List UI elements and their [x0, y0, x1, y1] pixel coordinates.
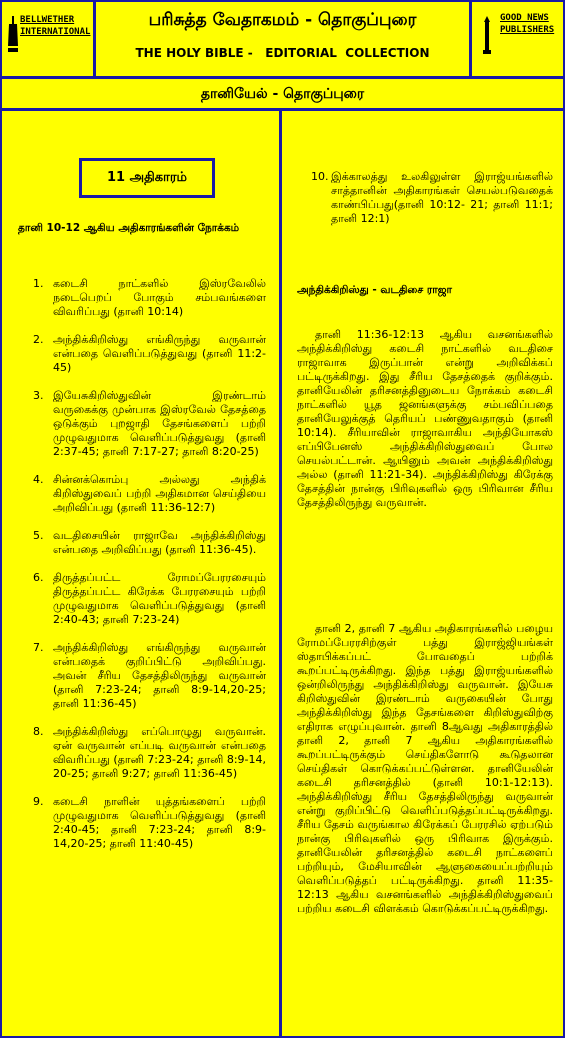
- item-number: 10.: [311, 170, 329, 183]
- list-item: [18, 795, 266, 851]
- item-text: சின்னக்கொம்பு அல்லது அந்திக் கிறிஸ்துவைப் பற்றி அதிகமான செய்தியை அறிவிப்பது (தானி 11:36-12:7): [53, 473, 266, 514]
- paragraph-2: தானி 2, தானி 7 ஆகிய அதிகாரங்களில் பழைய ரோமப்பேரரசிற்குள் பத்து இராஜ்ஜியங்கள் ஸ்தாபிக்கப்பட் போவதைப் பற்றிக் கூறப்பட்டிருக்கிறது. இந்த பத்து இராஜ்யங்களில் ஒன்றிலிருந்து அந்திக்கிறிஸ்து வருவான். இயேசு கிறிஸ்துவின் இரண்டாம் வருகையின் போது அந்திக்கிறிஸ்து இந்த தேசங்களை கிறிஸ்துவிற்கு எதிராக எழுப்புவான். தானி 8ஆவது அதிகாரத்தில் தானி 2, தானி 7 ஆகிய அதிகாரங்களில் கூறப்பட்டிருக்கும் செய்திகளோடு கூடுதலான செய்திகள் கொடுக்கப்பட்டுள்ளன. தானியேலின் கடைசி தரிசனத்தில் (தானி 10:1-12:13). அந்திக்கிறிஸ்து சீரிய தேசத்திலிருந்து வருவான் என்று குறிப்பிட்டு வெளிப்படுத்தப்பட்டிருக்கிறது. சீரிய தேசம் வருங்கால கிரேக்கப் பேரரசில் ஏற்படும் நான்கு பிரிவுகளில் ஒரு பிரிவாக இருக்கும். தானியேலின் தரிசனத்தில் கடைசி நாட்களைப் பற்றியும், மேசியாவின் ஆளுகையைப்பற்றியும் வெளிப்படுத்தப் பட்டிருக்கிறது. தானி 11:35-12:13 ஆகிய வசனங்களில் அந்திக்கிறிஸ்துவைப் பற்றிய கடைசி விளக்கம் கொடுக்கப்பட்டிருக்கிறது.: [297, 622, 553, 915]
- publisher-logo-right: [469, 2, 563, 76]
- logo-right-text: [500, 12, 554, 36]
- logo-left-line-1: BELLWETHER: [20, 15, 75, 25]
- list-item: [18, 473, 266, 515]
- item-text: அந்திக்கிறிஸ்து எப்பொழுது வருவான். ஏன் வருவான் எப்படி வருவான் என்பதை விவரிப்பது (தானி 7:23-24; தானி 8:9-14, 20-25; தானி 9:27; தானி 11:36-45): [53, 725, 266, 780]
- list-item: [18, 529, 266, 557]
- item-number: 1.: [33, 277, 44, 290]
- item-number: 5.: [33, 529, 44, 542]
- subtitle-divider: [2, 108, 563, 111]
- logo-right-line-2: PUBLISHERS: [500, 25, 555, 35]
- list-item: [18, 389, 266, 459]
- item-number: 6.: [33, 571, 44, 584]
- item-text: அந்திக்கிறிஸ்து எங்கிருந்து வருவான் என்பதை வெளிப்படுத்துவது (தானி 11:2-45): [53, 333, 266, 374]
- paragraph-1: தானி 11:36-12:13 ஆகிய வசனங்களில் அந்திக்கிறிஸ்து கடைசி நாட்களில் வடதிசை ராஜாவாக இருப்பான் என்று அறிவிக்கப் பட்டிருக்கிறது. இது சீரிய தேசத்தைக் குறிக்கும். தானியேலின் தரிசனத்தினுடைய நோக்கம் கடைசி நாட்களில் யூத ஜனங்களுக்கு சம்பவிப்பதை தானியேலுக்குத் தெரியப் பண்ணுவதாகும் (தானி 10:14). சீரியாவின் ராஜாவாகிய அந்தியோகஸ் எப்பிபேனஸ் அந்திக்கிறிஸ்துவைப் போல செயல்பட்டான். ஆயினும் அவன் அந்திக்கிறிஸ்து அல்ல (தானி 11:21-34). அந்திக்கிறிஸ்து கிரேக்கு தேசத்தின் நான்கு பிரிவுகளில் ஒரு பிரிவான சீரிய தேசத்திலிருந்து வருவான்.: [297, 328, 553, 509]
- item-text: அந்திக்கிறிஸ்து எங்கிருந்து வருவான் என்பதைக் குறிப்பிட்டு அறிவிப்பது. அவன் சீரிய தேசத்திலிருந்து வருவான் (தானி 7:23-24; தானி 8:9-14,20-25; தானி 11:36-45): [53, 641, 266, 710]
- item-text: கடைசி நாளின் யுத்தங்களைப் பற்றி முழுவதுமாக வெளிப்படுத்துவது (தானி 2:40-45; தானி 7:23-24; தானி 8:9-14,20-25; தானி 11:40-45): [53, 795, 266, 850]
- list-item: [18, 641, 266, 711]
- column-divider: [279, 111, 282, 1036]
- list-item: [18, 725, 266, 781]
- right-section-title: அந்திக்கிறிஸ்து - வடதிசை ராஜா: [297, 284, 452, 296]
- purpose-list: [18, 277, 266, 865]
- item-text: இயேசுகிறிஸ்துவின் இரண்டாம் வருகைக்கு முன்பாக இஸ்ரவேல் தேசத்தை ஒடுக்கும் புறஜாதி தேசங்களைப் பற்றி முழுவதுமாக வெளிப்படுத்துவது (தானி 2:37-45; தானி 7:17-27; தானி 8:20-25): [53, 389, 266, 458]
- logo-left-text: [20, 14, 90, 38]
- bell-icon: [8, 16, 18, 56]
- item-text: திருத்தப்பட்ட ரோமப்பேரரசையும் திருத்தப்பட்ட கிரேக்க பேரரசையும் பற்றி முழுவதுமாக வெளிப்படுத்துவது (தானி 2:40-43; தானி 7:23-24): [53, 571, 266, 626]
- item-number: 7.: [33, 641, 44, 654]
- header-divider: [2, 76, 563, 79]
- chapter-label: 11 அதிகாரம்: [79, 158, 215, 198]
- list-item: [18, 333, 266, 375]
- list-item: [297, 170, 553, 226]
- item-text: இக்காலத்து உலகிலுள்ள இராஜ்யங்களில் சாத்தானின் அதிகாரங்கள் செயல்படுவதைக் காண்பிப்பது(தானி 10:12- 21; தானி 11:1; தானி 12:1): [331, 170, 553, 225]
- title-english: THE HOLY BIBLE - EDITORIAL COLLECTION: [135, 46, 430, 60]
- item-text: கடைசி நாட்களில் இஸ்ரவேலில் நடைபெறப் போகும் சம்பவங்களை விவரிப்பது (தானி 10:14): [53, 277, 266, 318]
- list-item: [18, 277, 266, 319]
- item-number: 9.: [33, 795, 44, 808]
- publisher-logo-left: [2, 2, 96, 76]
- logo-left-line-2: INTERNATIONAL: [20, 27, 91, 37]
- title-tamil: பரிசுத்த வேதாகமம் - தொகுப்புரை: [148, 10, 417, 30]
- page-subtitle: தானியேல் - தொகுப்புரை: [200, 86, 365, 102]
- item-text: வடதிசையின் ராஜாவே அந்திக்கிறிஸ்து என்பதை அறிவிப்பது (தானி 11:36-45).: [53, 529, 266, 556]
- list-item: [18, 571, 266, 627]
- item-number: 3.: [33, 389, 44, 402]
- left-section-title: தானி 10-12 ஆகிய அதிகாரங்களின் நோக்கம்: [18, 222, 240, 234]
- item-number: 2.: [33, 333, 44, 346]
- header: [2, 2, 563, 76]
- title-block: [99, 2, 466, 76]
- item-number: 8.: [33, 725, 44, 738]
- item-number: 4.: [33, 473, 44, 486]
- logo-right-line-1: GOOD NEWS: [500, 13, 549, 23]
- torch-icon: [482, 16, 492, 56]
